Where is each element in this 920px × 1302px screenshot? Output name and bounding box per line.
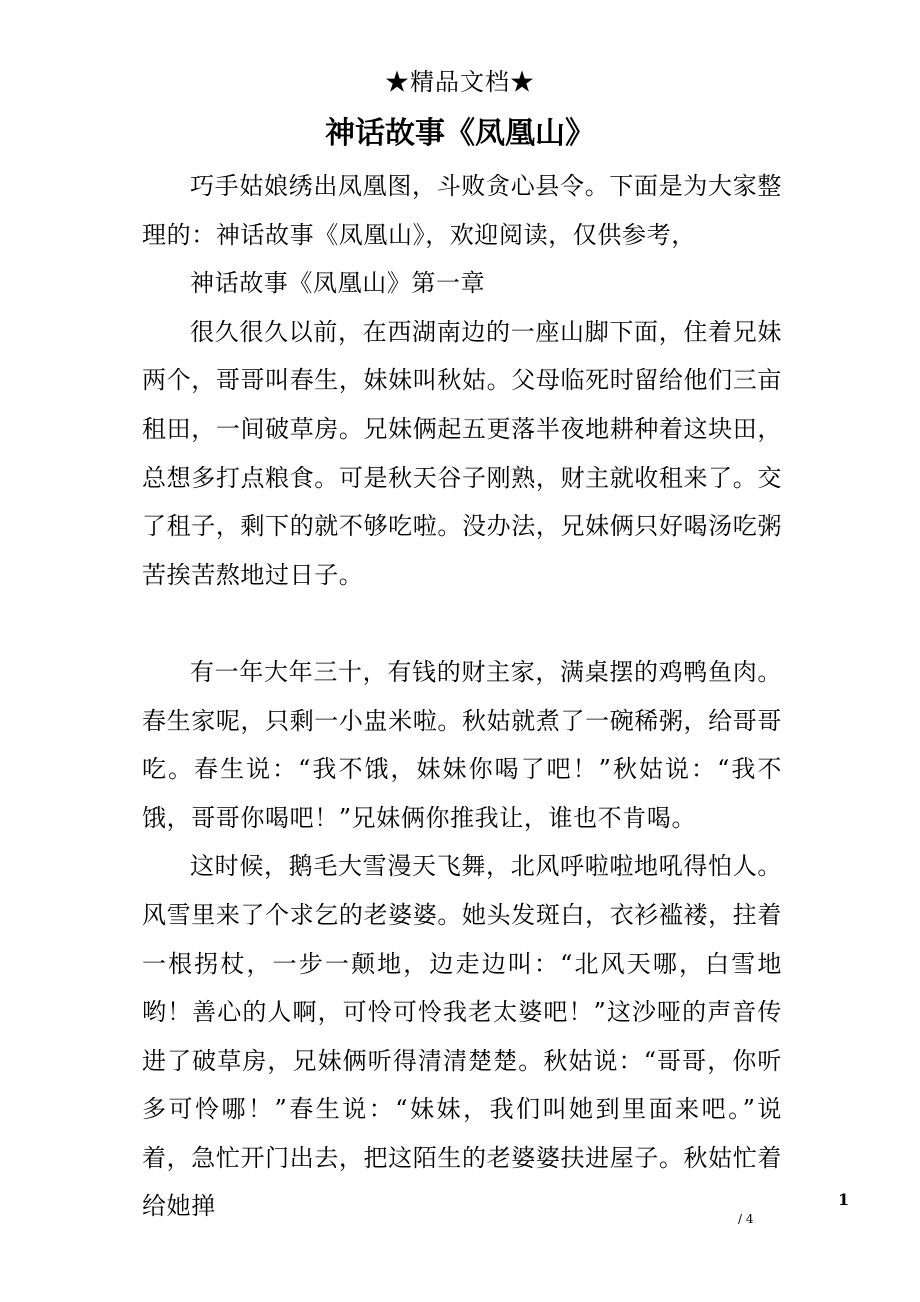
body-paragraph: 有一年大年三十，有钱的财主家，满桌摆的鸡鸭鱼肉。春生家呢，只剩一小盅米啦。秋姑就煮了一碗稀粥，给哥哥吃。春生说：“我不饿，妹妹你喝了吧！”秋姑说：“我不饿，哥哥你喝吧！”兄妹俩你推我让，谁也不肯喝。: [142, 657, 782, 832]
header-banner: ★精品文档★: [385, 68, 535, 96]
body-paragraph: 这时候，鹅毛大雪漫天飞舞，北风呼啦啦地吼得怕人。风雪里来了个求乞的老婆婆。她头发斑白，衣衫褴褛，拄着一根拐杖，一步一颠地，边走边叫：“北风天哪，白雪地哟！善心的人啊，可怜可怜我老太婆吧！”这沙哑的声音传进了破草房，兄妹俩听得清清楚楚。秋姑说：“哥哥，你听多可怜哪！”春生说：“妹妹，我们叫她到里面来吧。”说着，急忙开门出去，把这陌生的老婆婆扶进屋子。秋姑忙着给她掸: [142, 852, 782, 1221]
chapter-heading: 神话故事《凤凰山》第一章: [190, 269, 486, 298]
document-body: [142, 162, 782, 1231]
intro-paragraph: 巧手姑娘绣出凤凰图，斗败贪心县令。下面是为大家整理的：神话故事《凤凰山》，欢迎阅读，仅供参考，: [142, 172, 782, 249]
document-title: 神话故事《凤凰山》: [325, 116, 595, 151]
page-number: 1: [838, 1190, 850, 1209]
page-total: / 4: [738, 1212, 754, 1226]
body-paragraph: 很久很久以前，在西湖南边的一座山脚下面，住着兄妹两个，哥哥叫春生，妹妹叫秋姑。父母临死时留给他们三亩租田，一间破草房。兄妹俩起五更落半夜地耕种着这块田，总想多打点粮食。可是秋天谷子刚熟，财主就收租来了。交了租子，剩下的就不够吃啦。没办法，兄妹俩只好喝汤吃粥苦挨苦熬地过日子。: [142, 317, 782, 589]
